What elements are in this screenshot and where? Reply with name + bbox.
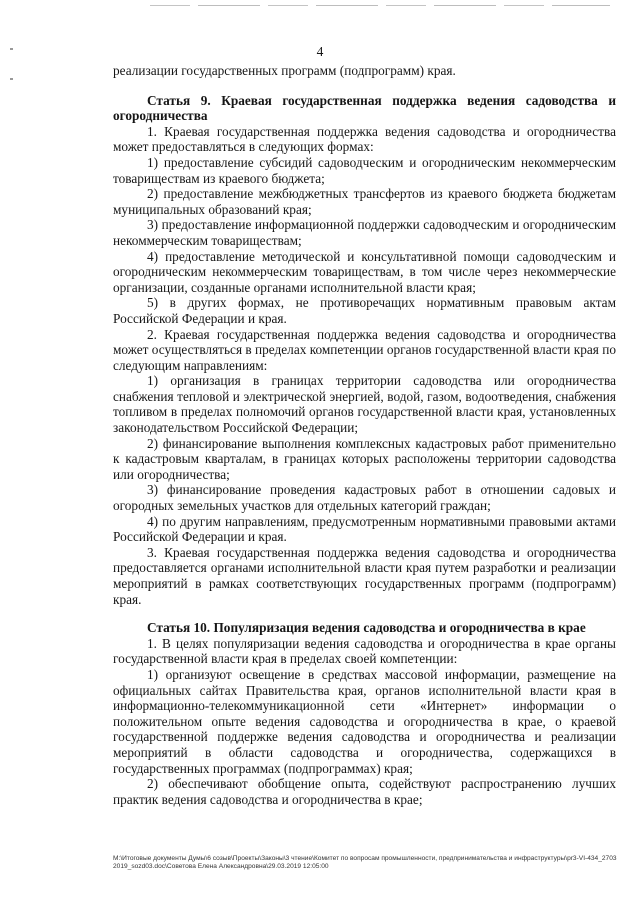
list-item: 2) предоставление межбюджетных трансфертов из краевого бюджета бюджетам муниципальных образований края;	[113, 186, 616, 217]
list-item: 4) по другим направлениям, предусмотренным нормативными правовыми актами Российской Федерации и края.	[113, 513, 616, 545]
article-9-heading: Статья 9. Краевая государственная поддержка ведения садоводства и огородничества	[113, 92, 616, 124]
list-item: 3) финансирование проведения кадастровых работ в отношении садовых и огородных земельных участков для отдельных категорий граждан;	[113, 482, 616, 514]
paragraph: 2. Краевая государственная поддержка ведения садоводства и огородничества может осуществляться в пределах компетенции органов государственной власти края по следующим направлениям:	[113, 326, 616, 373]
document-body	[113, 63, 616, 807]
article-10-heading: Статья 10. Популяризация ведения садоводства и огородничества в крае	[147, 620, 586, 636]
list-item: 3) предоставление информационной поддержки садоводческим и огородническим некоммерческим товариществам;	[113, 217, 616, 248]
list-item: 1) организуют освещение в средствах массовой информации, размещение на официальных сайтах Правительства края, органов исполнительной власти края в информационно-телекоммуникационной сети «Интернет» информации о положительном опыте ведения садоводства и огородничества в крае, о краевой государственной поддержке ведения садоводства и огородничества и реализации мероприятий в области садоводства и огородничества, содержащихся в государственных программах (подпрограммах) края;	[113, 666, 616, 776]
list-item: 2) обеспечивают обобщение опыта, содействуют распространению лучших практик ведения садоводства и огородничества в крае;	[113, 776, 616, 807]
list-item: 5) в других формах, не противоречащих нормативным правовым актам Российской Федерации и края.	[113, 295, 616, 326]
file-path-footer: М:\Итоговые документы Думы\6 созыв\Проекты\Законы\3 чтение\Комитет по вопросам промышленности, предпринимательства и инфраструктуры\pr3-VI-434_27032019_sozd03.doc\Советова Елена Александровна\29.03.2019 12:05:00	[113, 855, 617, 871]
paragraph: 1. Краевая государственная поддержка ведения садоводства и огородничества может предоставляться в следующих формах:	[113, 123, 616, 155]
paragraph-continuation: реализации государственных программ (подпрограмм) края.	[113, 63, 456, 78]
scan-artifact-mark	[10, 78, 13, 80]
list-item: 4) предоставление методической и консультативной помощи садоводческим и огородническим некоммерческим товариществам, в том числе через некоммерческие организации, созданные органами исполнительной власти края;	[113, 248, 616, 295]
scan-top-edge	[150, 5, 610, 6]
paragraph: 3. Краевая государственная поддержка ведения садоводства и огородничества предоставляется органами исполнительной власти края путем разработки и реализации мероприятий в рамках соответствующих государственных программ (подпрограмм) края.	[113, 544, 616, 607]
list-item: 1) предоставление субсидий садоводческим и огородническим некоммерческим товариществам из краевого бюджета;	[113, 154, 616, 186]
list-item: 2) финансирование выполнения комплексных кадастровых работ применительно к кадастровым кварталам, в границах которых расположены территории садоводства или огородничества;	[113, 435, 616, 482]
page-number: 4	[316, 44, 324, 59]
paragraph: 1. В целях популяризации ведения садоводства и огородничества в крае органы государственной власти края в пределах своей компетенции:	[113, 635, 616, 667]
list-item: 1) организация в границах территории садоводства или огородничества снабжения тепловой и электрической энергией, водой, газом, водоотведения, снабжения топливом в пределах полномочий органов государственной власти края, установленных законодательством Российской Федерации;	[113, 373, 616, 436]
